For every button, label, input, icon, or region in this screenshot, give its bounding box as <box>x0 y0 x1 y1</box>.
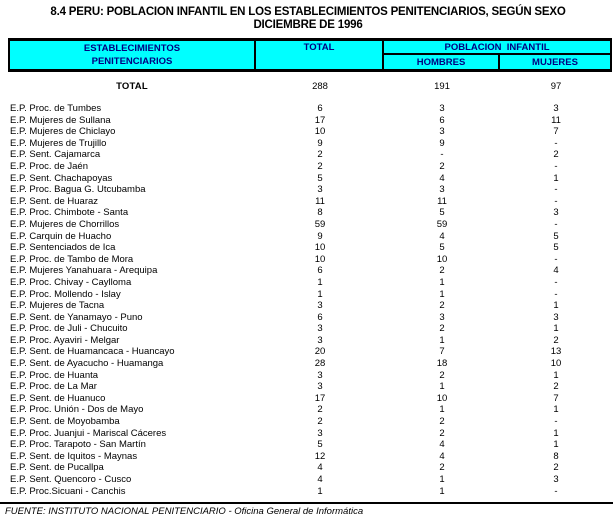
table-row <box>8 474 612 486</box>
column-header-establecimientos <box>8 41 256 69</box>
total-value: 3 <box>317 184 323 196</box>
footer-divider <box>0 502 613 504</box>
establecimiento-name: E.P. Mujeres de Trujillo <box>10 137 107 149</box>
hombres-value: - <box>440 149 444 161</box>
mujeres-value: 2 <box>553 334 559 346</box>
mujeres-value: - <box>554 485 558 497</box>
mujeres-value: 2 <box>553 149 559 161</box>
hombres-value: 3 <box>439 103 445 114</box>
total-value: 28 <box>314 358 326 370</box>
mujeres-value: 10 <box>550 358 562 370</box>
establecimiento-name: E.P. Proc. Juanjui - Mariscal Cáceres <box>10 427 167 439</box>
establecimiento-name: E.P. Proc. de Jaén <box>10 160 88 172</box>
establecimiento-name: E.P. Sent. de Ayacucho - Huamanga <box>10 358 164 370</box>
table-row <box>8 149 612 161</box>
mujeres-value: - <box>554 195 558 207</box>
table-row <box>8 451 612 463</box>
mujeres-value: 1 <box>553 427 559 439</box>
establecimiento-name: E.P. Proc. de Juli - Chucuito <box>10 323 128 335</box>
table-row <box>8 462 612 474</box>
establecimiento-name: E.P. Proc. Chivay - Caylloma <box>10 276 132 288</box>
total-value: 2 <box>317 160 323 172</box>
hombres-value: 9 <box>439 137 445 149</box>
establecimiento-name: E.P. Mujeres de Chiclayo <box>10 126 116 138</box>
total-value: 4 <box>317 462 323 474</box>
table-row <box>8 428 612 440</box>
table-row <box>8 346 612 358</box>
mujeres-value: 1 <box>553 172 559 184</box>
total-row-hombres: 191 <box>434 81 450 92</box>
mujeres-value: 4 <box>553 265 559 277</box>
mujeres-value: 5 <box>553 242 559 254</box>
table-row <box>8 265 612 277</box>
total-value: 10 <box>314 242 326 254</box>
mujeres-value: - <box>554 253 558 265</box>
mujeres-value: 2 <box>553 381 559 393</box>
establecimiento-name: E.P. Sent. de Huanuco <box>10 392 106 404</box>
total-value: 4 <box>317 474 323 485</box>
establecimiento-name: E.P. Proc. Chimbote - Santa <box>10 207 129 219</box>
column-group-poblacion-infantil: POBLACION INFANTIL <box>384 41 612 55</box>
total-value: 8 <box>317 207 323 219</box>
total-value: 3 <box>317 369 323 381</box>
mujeres-value: - <box>554 288 558 300</box>
mujeres-value: - <box>554 184 558 196</box>
total-value: 3 <box>317 427 323 439</box>
hombres-value: 2 <box>439 300 445 312</box>
hombres-value: 6 <box>439 114 445 126</box>
table-row <box>8 207 612 219</box>
mujeres-value: 7 <box>553 126 559 138</box>
hombres-value: 5 <box>439 242 445 254</box>
table-row <box>8 277 612 289</box>
mujeres-value: - <box>554 218 558 230</box>
total-value: 2 <box>317 149 323 161</box>
total-row-label: TOTAL <box>116 81 148 92</box>
establecimiento-name: E.P. Sent. de Huaraz <box>10 195 99 207</box>
hombres-value: 3 <box>439 126 445 138</box>
document-title <box>0 0 616 32</box>
total-value: 11 <box>315 195 325 207</box>
total-value: 1 <box>317 276 323 288</box>
hombres-value: 1 <box>439 288 445 300</box>
hombres-value: 3 <box>439 184 445 196</box>
table-row <box>8 138 612 150</box>
mujeres-value: 8 <box>553 450 559 462</box>
establecimiento-name: E.P. Sent. Chachapoyas <box>10 172 113 184</box>
column-header-mujeres: MUJERES <box>500 55 612 69</box>
total-value: 59 <box>314 218 326 230</box>
hombres-value: 1 <box>439 381 445 393</box>
hombres-value: 1 <box>439 276 445 288</box>
hombres-value: 1 <box>439 474 445 485</box>
total-value: 5 <box>317 439 323 451</box>
establecimiento-name: E.P. Proc. Unión - Dos de Mayo <box>10 404 144 416</box>
total-value: 5 <box>317 172 323 184</box>
table-row <box>8 393 612 405</box>
establecimiento-name: E.P. Sent. de Yanamayo - Puno <box>10 311 143 323</box>
hombres-value: 11 <box>437 195 447 207</box>
total-value: 6 <box>317 265 323 277</box>
source-note: FUENTE: INSTITUTO NACIONAL PENITENCIARIO - Oficina General de Informática <box>5 506 364 517</box>
establecimiento-name: E.P. Proc.Sicuani - Canchis <box>10 485 126 497</box>
table-row <box>8 254 612 266</box>
total-value: 3 <box>317 334 323 346</box>
establecimiento-name: E.P. Sent. de Iquitos - Maynas <box>10 450 138 462</box>
total-row <box>8 81 612 92</box>
table-row <box>8 161 612 173</box>
establecimiento-name: E.P. Sent. Quencoro - Cusco <box>10 474 132 485</box>
statistics-table <box>8 38 612 497</box>
total-value: 3 <box>317 381 323 393</box>
establecimiento-name: E.P. Sent. de Pucallpa <box>10 462 104 474</box>
hombres-value: 10 <box>436 253 448 265</box>
column-header-total: TOTAL <box>256 41 384 69</box>
total-value: 6 <box>317 311 323 323</box>
total-value: 1 <box>317 288 323 300</box>
table-row <box>8 486 612 498</box>
establecimiento-name: E.P. Sent. de Huamancaca - Huancayo <box>10 346 175 358</box>
hombres-value: 2 <box>439 323 445 335</box>
total-row-total: 288 <box>312 81 328 92</box>
hombres-value: 4 <box>439 439 445 451</box>
hombres-value: 2 <box>439 369 445 381</box>
hombres-value: 2 <box>439 427 445 439</box>
table-row <box>8 358 612 370</box>
table-row <box>8 416 612 428</box>
table-row <box>8 404 612 416</box>
mujeres-value: 3 <box>553 207 559 219</box>
total-value: 10 <box>314 253 326 265</box>
establecimiento-name: E.P. Proc. Bagua G. Utcubamba <box>10 184 146 196</box>
establecimiento-name: E.P. Proc. de Huanta <box>10 369 99 381</box>
total-value: 9 <box>317 230 323 242</box>
mujeres-value: 7 <box>553 392 559 404</box>
title-line1: 8.4 PERU: POBLACION INFANTIL EN LOS ESTABLECIMIENTOS PENITENCIARIOS, SEGÚN SEXO <box>50 6 566 18</box>
table-row <box>8 115 612 127</box>
hombres-value: 2 <box>439 462 445 474</box>
total-value: 3 <box>317 300 323 312</box>
hombres-value: 2 <box>439 416 445 428</box>
table-row <box>8 242 612 254</box>
table-row <box>8 381 612 393</box>
establecimiento-name: E.P. Proc. Tarapoto - San Martín <box>10 439 146 451</box>
total-value: 10 <box>314 126 326 138</box>
hombres-value: 1 <box>439 485 445 497</box>
establecimientos-line2: PENITENCIARIOS <box>91 56 173 67</box>
hombres-value: 59 <box>436 218 448 230</box>
table-row <box>8 289 612 301</box>
total-value: 9 <box>317 137 323 149</box>
total-value: 1 <box>317 485 323 497</box>
total-value: 12 <box>314 450 326 462</box>
mujeres-value: 13 <box>550 346 562 358</box>
total-row-mujeres: 97 <box>550 81 562 92</box>
establecimiento-name: E.P. Proc. de La Mar <box>10 381 97 393</box>
mujeres-value: 3 <box>553 311 559 323</box>
mujeres-value: - <box>554 416 558 428</box>
hombres-value: 4 <box>439 172 445 184</box>
column-header-hombres: HOMBRES <box>384 55 500 69</box>
table-row <box>8 184 612 196</box>
mujeres-value: 3 <box>553 474 559 485</box>
hombres-value: 3 <box>439 311 445 323</box>
total-value: 17 <box>314 392 326 404</box>
establecimientos-line1: ESTABLECIMIENTOS <box>83 43 181 54</box>
mujeres-value: - <box>554 137 558 149</box>
total-value: 2 <box>317 404 323 416</box>
establecimiento-name: E.P. Sent. Cajamarca <box>10 149 101 161</box>
total-value: 20 <box>314 346 326 358</box>
table-row <box>8 103 612 115</box>
table-header <box>8 38 612 72</box>
table-row <box>8 323 612 335</box>
mujeres-value: 1 <box>553 300 559 312</box>
title-line2: DICIEMBRE DE 1996 <box>253 19 363 31</box>
mujeres-value: 1 <box>553 404 559 416</box>
hombres-value: 2 <box>439 160 445 172</box>
establecimiento-name: E.P. Proc. Ayaviri - Melgar <box>10 334 120 346</box>
hombres-value: 1 <box>439 404 445 416</box>
table-row <box>8 196 612 208</box>
mujeres-value: 3 <box>553 103 559 114</box>
mujeres-value: 11 <box>551 114 561 126</box>
mujeres-value: - <box>554 160 558 172</box>
hombres-value: 5 <box>439 207 445 219</box>
table-row <box>8 370 612 382</box>
hombres-value: 1 <box>439 334 445 346</box>
table-row <box>8 231 612 243</box>
establecimiento-name: E.P. Carquin de Huacho <box>10 230 112 242</box>
establecimiento-name: E.P. Mujeres de Tacna <box>10 300 105 312</box>
hombres-value: 2 <box>439 265 445 277</box>
hombres-value: 7 <box>439 346 445 358</box>
mujeres-value: 5 <box>553 230 559 242</box>
establecimiento-name: E.P. Sentenciados de Ica <box>10 242 116 254</box>
establecimiento-name: E.P. Mujeres de Sullana <box>10 114 111 126</box>
hombres-value: 4 <box>439 230 445 242</box>
table-row <box>8 312 612 324</box>
mujeres-value: 2 <box>553 462 559 474</box>
table-body <box>8 103 612 497</box>
table-row <box>8 126 612 138</box>
table-row <box>8 439 612 451</box>
hombres-value: 4 <box>439 450 445 462</box>
table-row <box>8 335 612 347</box>
hombres-value: 18 <box>436 358 448 370</box>
establecimiento-name: E.P. Proc. de Tambo de Mora <box>10 253 134 265</box>
establecimiento-name: E.P. Mujeres de Chorrillos <box>10 218 120 230</box>
total-value: 6 <box>317 103 323 114</box>
hombres-value: 10 <box>436 392 448 404</box>
mujeres-value: 1 <box>553 323 559 335</box>
total-value: 17 <box>314 114 326 126</box>
table-row <box>8 300 612 312</box>
total-value: 2 <box>317 416 323 428</box>
mujeres-value: 1 <box>553 369 559 381</box>
mujeres-value: 1 <box>553 439 559 451</box>
mujeres-value: - <box>554 276 558 288</box>
total-value: 3 <box>317 323 323 335</box>
establecimiento-name: E.P. Mujeres Yanahuara - Arequipa <box>10 265 158 277</box>
establecimiento-name: E.P. Sent. de Moyobamba <box>10 416 120 428</box>
table-row <box>8 173 612 185</box>
table-row <box>8 219 612 231</box>
establecimiento-name: E.P. Proc. Mollendo - Islay <box>10 288 121 300</box>
establecimiento-name: E.P. Proc. de Tumbes <box>10 103 102 114</box>
